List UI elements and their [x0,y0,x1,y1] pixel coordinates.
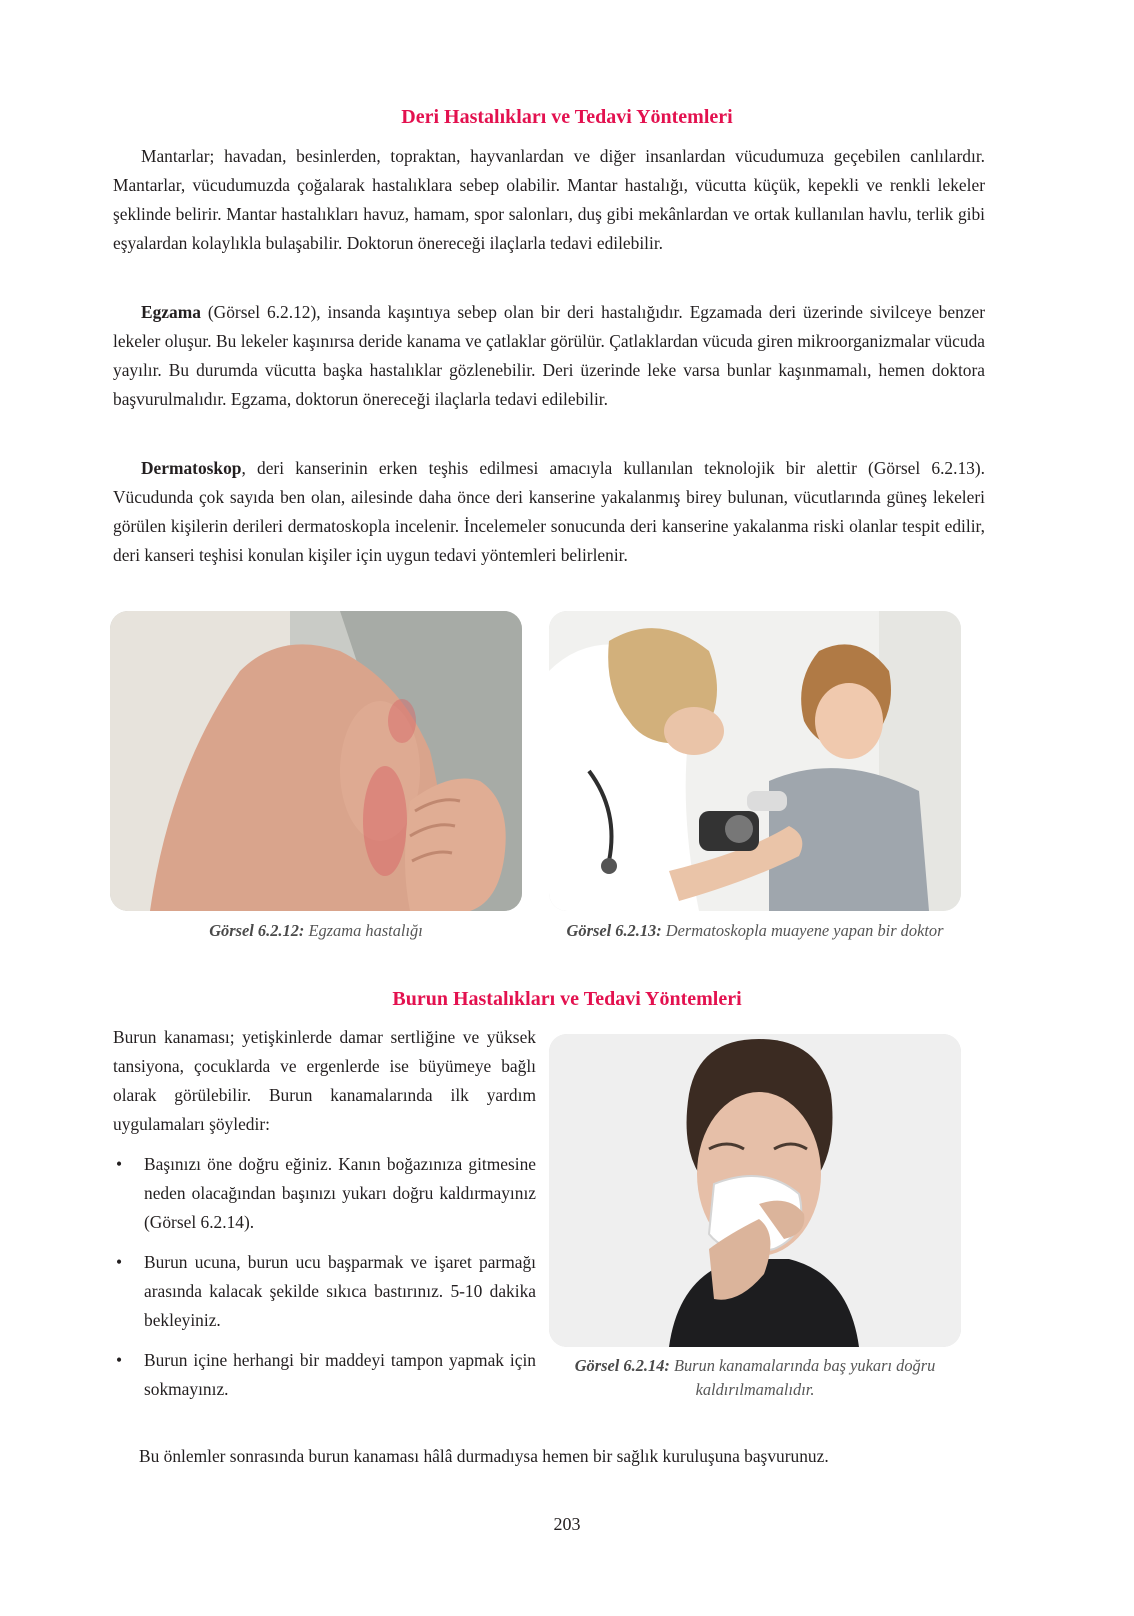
term-eczema: Egzama [141,302,201,322]
paragraph-nosebleed-intro-text: Burun kanaması; yetişkinlerde damar sertliğine ve yüksek tansiyona, çocuklarda ve ergenlerde ise büyümeye bağlı olarak görülebilir. Burun kanamalarında ilk yardım uygulamaları şöyledir: [113,1027,536,1134]
list-item-text: Burun ucuna, burun ucu başparmak ve işaret parmağı arasında kalacak şekilde sıkıca bastırınız. 5-10 dakika bekleyiniz. [144,1252,536,1330]
paragraph-dermatoscope [113,454,985,570]
paragraph-closing: Bu önlemler sonrasında burun kanaması hâlâ durmadıysa hemen bir sağlık kuruluşuna başvurunuz. [139,1446,829,1466]
photo-eczema [110,611,522,911]
caption-label: Görsel 6.2.12: [209,921,305,940]
caption-label: Görsel 6.2.14: [574,1356,670,1375]
bullet-icon: • [116,1154,123,1174]
photo-dermatoscope-exam [549,611,961,911]
list-item [113,1150,536,1237]
paragraph-dermatoscope-text: , deri kanserinin erken teşhis edilmesi amacıyla kullanılan teknolojik bir alettir (Görsel 6.2.13). Vücudunda çok sayıda ben olan, ailesinde daha önce deri kanserine yakalanmış birey bulunan, vücutlarında güneş lekeleri görülen kişilerin derileri dermatoskopla incelenir. İncelemeler sonucunda deri kanserine yakalanma riski olanlar tespit edilir, deri kanseri teşhisi konulan kişiler için uygun tedavi yöntemleri belirlenir. [113,458,985,565]
caption-figure-6-2-14 [558,1354,952,1402]
list-item [113,1248,536,1335]
list-item-text: Burun içine herhangi bir maddeyi tampon yapmak için sokmayınız. [144,1350,536,1399]
caption-label: Görsel 6.2.13: [566,921,662,940]
caption-text: Burun kanamalarında baş yukarı doğru kaldırılmamalıdır. [669,1356,936,1399]
list-item [113,1346,536,1404]
page-number: 203 [553,1514,581,1534]
bullet-icon: • [116,1350,123,1370]
bullet-icon: • [116,1252,123,1272]
caption-text: Dermatoskopla muayene yapan bir doktor [661,921,944,940]
paragraph-nosebleed-intro [113,1023,536,1139]
section-heading-nose: Burun Hastalıkları ve Tedavi Yöntemleri [392,988,742,1010]
list-item-text: Başınızı öne doğru eğiniz. Kanın boğazınıza gitmesine neden olacağından başınızı yukarı doğru kaldırmayınız (Görsel 6.2.14). [144,1154,536,1232]
term-dermatoscope: Dermatoskop [141,458,242,478]
section-heading-skin: Deri Hastalıkları ve Tedavi Yöntemleri [401,106,733,128]
paragraph-eczema-text: (Görsel 6.2.12), insanda kaşıntıya sebep olan bir deri hastalığıdır. Egzamada deri üzerinde sivilceye benzer lekeler oluşur. Bu lekeler kaşınırsa deride kanama ve çatlaklar görülür. Çatlaklardan vücuda giren mikroorganizmalar vücuda yayılır. Bu durumda vücutta başka hastalıklar gözlenebilir. Deri üzerinde leke varsa bunlar kaşınmamalı, hemen doktora başvurulmalıdır. Egzama, doktorun önereceği ilaçlarla tedavi edilebilir. [113,302,985,409]
paragraph-fungi-text: Mantarlar; havadan, besinlerden, topraktan, hayvanlardan ve diğer insanlardan vücudumuza geçebilen canlılardır. Mantarlar, vücudumuzda çoğalarak hastalıklara sebep olabilir. Mantar hastalığı, vücutta küçük, kepekli ve renkli lekeler şeklinde belirir. Mantar hastalıkları havuz, hamam, spor salonları, duş gibi mekânlardan ve ortak kullanılan havlu, terlik gibi eşyalardan kolaylıkla bulaşabilir. Doktorun önereceği ilaçlarla tedavi edilebilir. [113,146,985,253]
caption-figure-6-2-12 [113,919,519,943]
first-aid-list [113,1150,536,1415]
caption-text: Egzama hastalığı [304,921,423,940]
photo-nosebleed [549,1034,961,1347]
paragraph-fungi [113,142,985,258]
caption-figure-6-2-13 [558,919,952,943]
paragraph-eczema [113,298,985,414]
